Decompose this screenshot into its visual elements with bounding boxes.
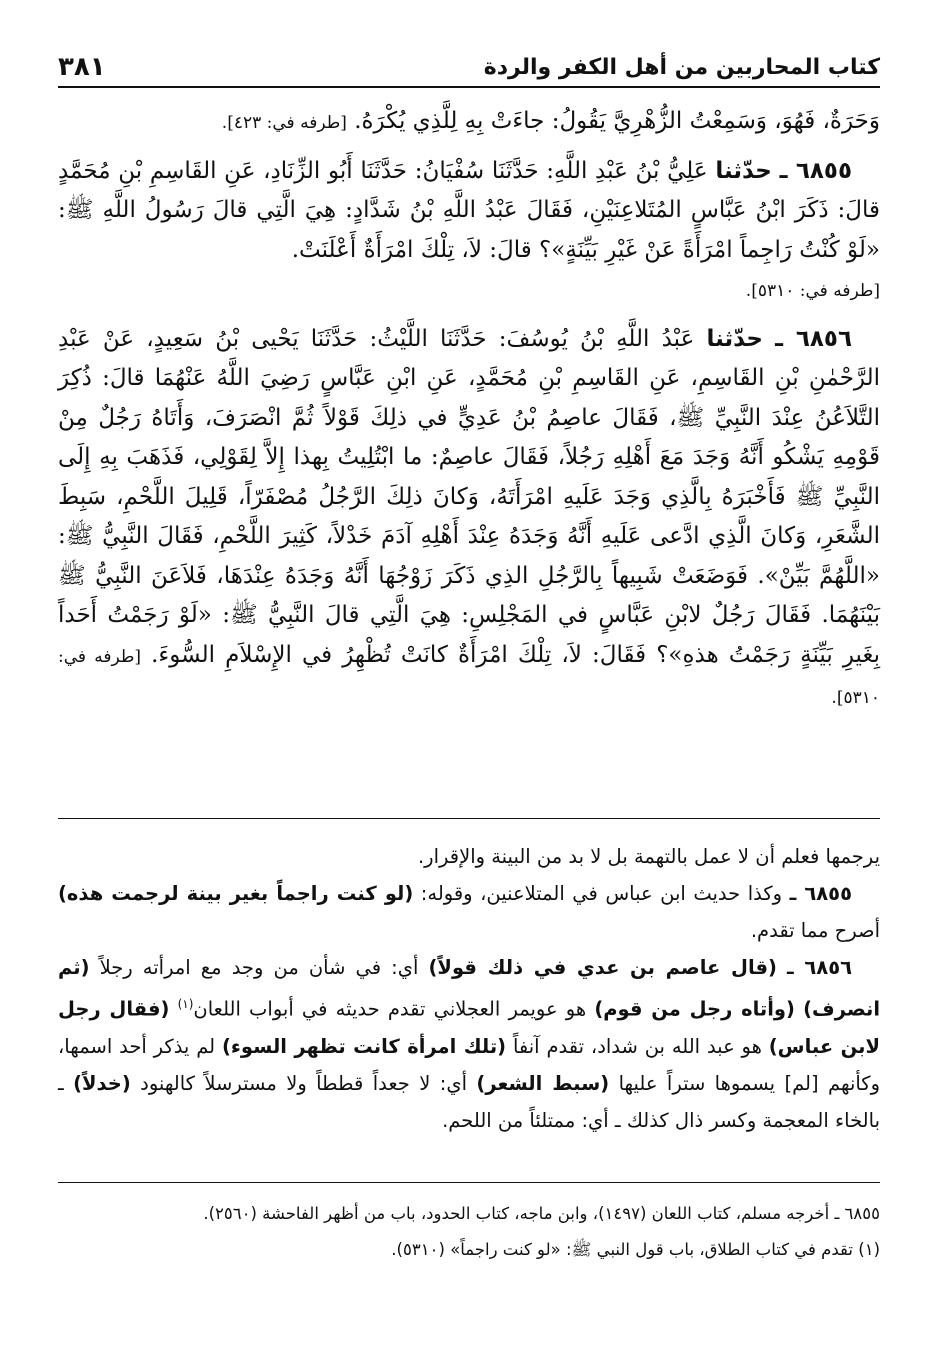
hadith-number: ٦٨٥٥ ـ (779, 157, 853, 184)
quoted-phrase: (سبط الشعر) (476, 1071, 610, 1095)
page-number: ٣٨١ (58, 52, 106, 82)
cross-reference: [طرفه في: ٥٣١٠]. (745, 281, 880, 301)
commentary-text: ـ بالخاء المعجمة وكسر ذال كذلك ـ أي: ممتلئاً من اللحم. (58, 1071, 880, 1132)
footnote-takhrij: ٦٨٥٥ ـ أخرجه مسلم، كتاب اللعان (١٤٩٧)، وابن ماجه، كتاب الحدود، باب من أظهر الفاحشة (٢٥٦٠). (203, 1204, 880, 1223)
commentary-6855 (58, 875, 880, 949)
footnote-1: (١) تقدم في كتاب الطلاق، باب قول النبي ﷺ: «لو كنت راجماً» (٥٣١٠). (391, 1240, 880, 1259)
quoted-phrase: (ثم انصرف) (58, 956, 881, 1021)
hadith-lead: حدّثنا (715, 157, 772, 184)
hadith-number: ٦٨٥٦ ـ (775, 325, 853, 352)
commentary-number: ٦٨٥٥ ـ (789, 882, 852, 905)
quoted-phrase: (لو كنت راجماً بغير بينة لرجمت هذه) (58, 882, 414, 905)
running-title: كتاب المحاربين من أهل الكفر والردة (483, 55, 880, 80)
quoted-phrase: (تلك امرأة كانت تظهر السوء) (222, 1034, 507, 1058)
continued-paragraph (58, 102, 880, 144)
hadith-6855 (58, 152, 880, 312)
hadith-text (58, 102, 880, 727)
commentary-continued: يرجمها فعلم أن لا عمل بالتهمة بل لا بد من البينة والإقرار. (417, 845, 880, 868)
quoted-phrase: (وأتاه رجل من قوم) (594, 997, 795, 1021)
cross-reference: [طرفه في: ٤٢٣]. (221, 113, 347, 133)
footnote-marker[interactable]: (١) (177, 997, 194, 1011)
hadith-6856 (58, 320, 880, 719)
hadith-body: عَلِيُّ بْنُ عَبْدِ اللَّهِ: حَدَّثَنَا سُفْيَانُ: حَدَّثَنَا أَبُو الزِّنَادِ، عَنِ القَاسِمِ بْنِ مُحَمَّدٍ قالَ: ذَكَرَ ابْنُ عَبَّاسٍ المُتَلاعِنَيْنِ، فَقَالَ عَبْدُ اللَّهِ بْنُ شَدَّادٍ: هِيَ الَّتِي قالَ رَسُولُ اللَّهِ ﷺ: «لَوْ كُنْتُ رَاجِماً امْرَأَةً عَنْ غَيْرِ بَيِّنَةٍ»؟ قالَ: لاَ، تِلْكَ امْرَأَةٌ أَعْلَنَتْ. (58, 157, 880, 263)
commentary-number: ٦٨٥٦ ـ (787, 956, 852, 979)
footnote-divider (58, 1182, 880, 1183)
commentary-text: هو عبد الله بن شداد، تقدم آنفاً (512, 1034, 762, 1058)
commentary-text: لم يذكر أحد اسمها، وكأنهم [لم] يسموها ستراً عليها (58, 1034, 881, 1095)
commentary-text: هو عويمر العجلاني تقدم حديثه في أبواب اللعان (193, 997, 587, 1021)
hadith-lead: حدّثنا (706, 325, 763, 352)
hadith-body: عَبْدُ اللَّهِ بْنُ يُوسُفَ: حَدَّثَنَا اللَّيْثُ: حَدَّثَنَا يَحْيى بْنُ سَعِيدٍ، عَنْ عَبْدِ الرَّحْمٰنِ بْنِ القَاسِمِ، عَنِ القَاسِمِ بْنِ مُحَمَّدٍ، عَنِ ابْنِ عَبَّاسٍ رَضِيَ اللَّهُ عَنْهُمَا قالَ: ذُكِرَ التَّلاَعُنُ عِنْدَ النَّبِيِّ ﷺ، فَقَالَ عاصِمُ بْنُ عَدِيٍّ في ذلِكَ قَوْلاً ثُمَّ انْصَرَفَ، وَأَتَاهُ رَجُلٌ مِنْ قَوْمِهِ يَشْكُو أَنَّهُ وَجَدَ مَعَ أَهْلِهِ رَجُلاً، فَقَالَ عاصِمٌ: ما ابْتُلِيتُ بِهذا إِلاَّ لِقَوْلِي، فَذَهَبَ بِهِ إِلَى النَّبِيِّ ﷺ فَأَخْبَرَهُ بِالَّذِي وَجَدَ عَلَيهِ امْرَأَتَهُ، وَكانَ ذلِكَ الرَّجُلُ مُصْفَرّاً، قَلِيلَ اللَّحْمِ، سَبِطَ الشَّعَرِ، وَكانَ الَّذِي ادَّعى عَلَيهِ أَنَّهُ وَجَدَهُ عِنْدَ أَهْلِهِ آدَمَ خَدْلاً، كَثِيرَ اللَّحْمِ، فَقَالَ النَّبِيُّ ﷺ: «اللَّهُمَّ بَيِّنْ». فَوَضَعَتْ شَبِيهاً بِالرَّجُلِ الذِي ذَكَرَ زَوْجُهَا أَنَّهُ وَجَدَهُ عِنْدَهَا، فَلاَعَنَ النَّبِيُّ ﷺ بَيْنَهُمَا. فَقَالَ رَجُلٌ لابْنِ عَبَّاسٍ في المَجْلِسِ: هِيَ الَّتِي قالَ النَّبِيُّ ﷺ: «لَوْ رَجَمْتُ أَحَداً بِغَيرِ بَيِّنَةٍ رَجَمْتُ هذهِ»؟ فَقَالَ: لاَ، تِلْكَ امْرَأَةٌ كانَتْ تُظْهِرُ في الإِسْلاَمِ السُّوءَ. (58, 325, 880, 668)
section-divider (58, 818, 880, 819)
commentary-text: أي: لا جعداً قططاً ولا مسترسلاً كالهنود (140, 1071, 468, 1095)
quoted-phrase: (خدلاً) (73, 1071, 131, 1095)
footnotes (58, 1196, 880, 1268)
commentary-text: وكذا حديث ابن عباس في المتلاعنين، وقوله: (420, 882, 783, 905)
quoted-phrase: (فقال رجل لابن عباس) (58, 997, 881, 1058)
cross-reference: [طرفه في: ٥٣١٠]. (58, 646, 880, 708)
quoted-phrase: (قال عاصم بن عدي في ذلك قولاً) (428, 956, 777, 979)
page-header (58, 40, 880, 88)
commentary (58, 838, 880, 1139)
continued-text: وَحَرَةٌ، فَهُوَ، وَسَمِعْتُ الزُّهْرِيَّ يَقُولُ: جاءَتْ بِهِ لِلَّذِي يُكْرَهُ. (354, 108, 880, 134)
commentary-text: أصرح مما تقدم. (750, 919, 880, 942)
commentary-6856 (58, 949, 880, 1139)
commentary-text: أي: في شأن من وجد مع امرأته رجلاً (99, 956, 419, 979)
